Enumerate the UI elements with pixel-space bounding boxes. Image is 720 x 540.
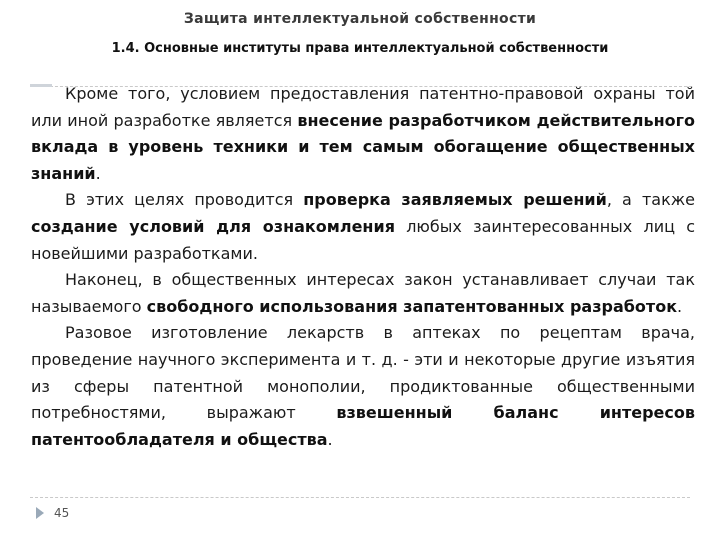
paragraph-4-text: Разовое изготовление лекарств в аптеках по рецептам врача, проведение научного эксперимента и т. д. - эти и некоторые другие изъятия из сферы патентной монополии, продиктованные общественными потребностями, выражают [31,323,695,423]
section-subtitle: 1.4. Основные институты права интеллектуальной собственности [111,41,609,56]
paragraph-2-end: любых заинтересованных лиц с новейшими разработками. [31,216,696,263]
paragraph-3-text: Наконец, в общественных интересах закон устанавливает случаи так называемого [31,270,695,316]
paragraph-1-text: Кроме того, условием предоставления патентно-правовой охраны той или иной разработке является [31,84,695,130]
paragraph-3-emphasis: свободного использования запатентованных разработок [146,296,678,316]
bottom-divider [30,497,690,498]
paragraph-2-text: В этих целях проводится [65,190,304,210]
paragraph-1-end: . [95,163,101,183]
paragraph-2-emphasis-1: проверка заявляемых решений [303,190,607,210]
paragraph-2 [31,187,695,267]
paragraph-4-end: . [327,429,333,449]
slide-header-title: Защита интеллектуальной собственности [183,11,537,27]
slide-body [31,81,695,453]
paragraph-1-emphasis: внесение разработчиком действительного вклада в уровень техники и тем самым обогащение общественных знаний [31,110,695,183]
paragraph-4 [31,320,695,453]
paragraph-2-emphasis-2: создание условий для ознакомления [31,216,395,236]
paragraph-3-end: . [677,296,683,316]
page-arrow-icon [36,507,44,519]
paragraph-2-text-2: , а также [606,190,695,210]
page-number: 45 [54,506,70,520]
paragraph-3 [31,267,695,320]
paragraph-4-emphasis: взвешенный баланс интересов патентообладателя и общества [31,403,695,449]
paragraph-1 [31,81,695,187]
